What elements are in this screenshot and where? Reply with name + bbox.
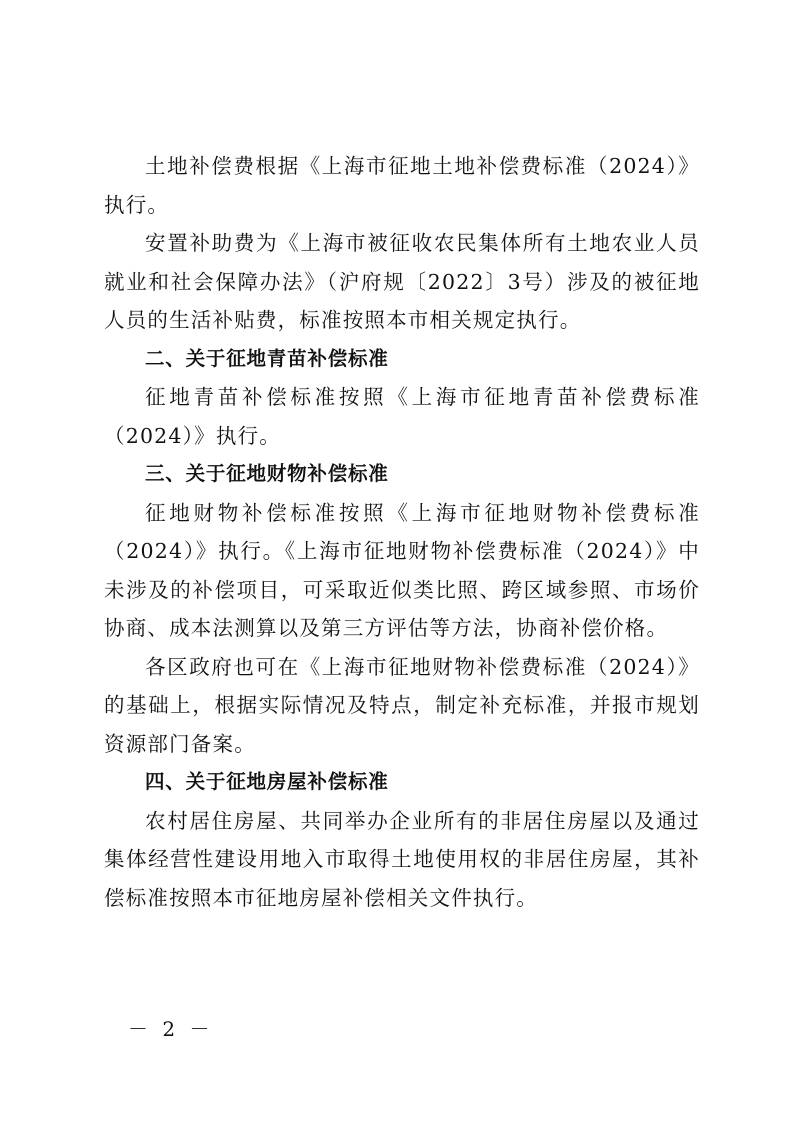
heading-housing-compensation: 四、关于征地房屋补偿标准 [145, 770, 389, 793]
paragraph-seedling-standard: 征地青苗补偿标准按照《上海市征地青苗补偿费标准（2024）》执行。 [104, 385, 700, 448]
page-number: － 2 － [128, 1017, 214, 1041]
paragraph-district-supplement: 各区政府也可在《上海市征地财物补偿费标准（2024）》的基础上，根据实际情况及特点，制定补充标准，并报市规划资源部门备案。 [104, 654, 700, 756]
heading-property-compensation: 三、关于征地财物补偿标准 [145, 462, 389, 485]
heading-seedling-compensation: 二、关于征地青苗补偿标准 [145, 346, 389, 370]
paragraph-land-compensation: 土地补偿费根据《上海市征地土地补偿费标准（2024）》执行。 [104, 154, 700, 217]
document-body [104, 147, 700, 917]
paragraph-property-standard: 征地财物补偿标准按照《上海市征地财物补偿费标准（2024）》执行。《上海市征地财物补偿费标准（2024）》中未涉及的补偿项目，可采取近似类比照、跨区域参照、市场价协商、成本法测算以及第三方评估等方法，协商补偿价格。 [104, 500, 700, 640]
paragraph-housing-standard: 农村居住房屋、共同举办企业所有的非居住房屋以及通过集体经营性建设用地入市取得土地使用权的非居住房屋，其补偿标准按照本市征地房屋补偿相关文件执行。 [104, 808, 700, 910]
paragraph-resettlement-subsidy: 安置补助费为《上海市被征收农民集体所有土地农业人员就业和社会保障办法》（沪府规〔2022〕3号）涉及的被征地人员的生活补贴费，标准按照本市相关规定执行。 [104, 231, 700, 332]
